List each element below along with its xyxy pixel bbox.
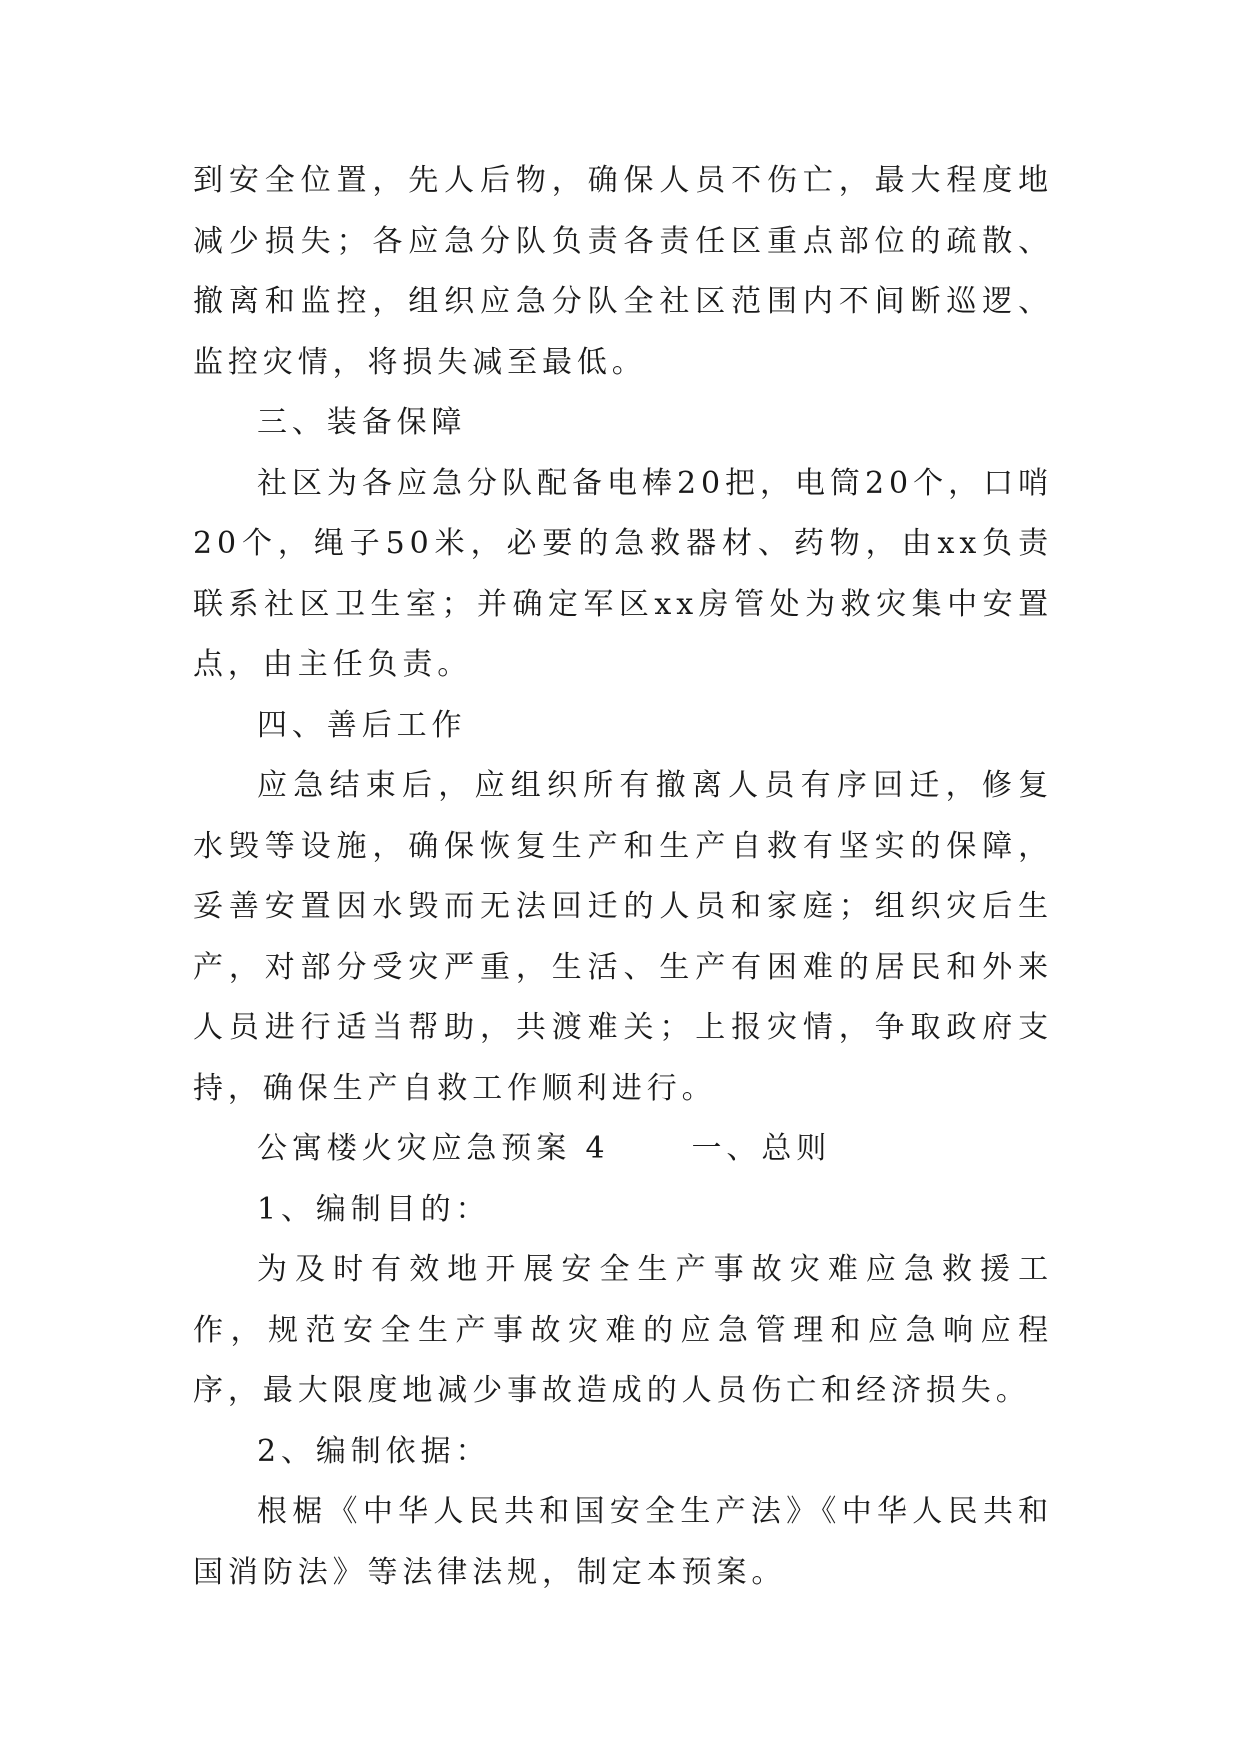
paragraph-equipment: 社区为各应急分队配备电棒20把，电筒20个，口哨20个，绳子50米，必要的急救器材、药物，由xx负责联系社区卫生室；并确定军区xx房管处为救灾集中安置点，由主任负责。 [193, 465, 1053, 682]
paragraph-aftermath: 应急结束后，应组织所有撤离人员有序回迁，修复水毁等设施，确保恢复生产和生产自救有坚实的保障，妥善安置因水毁而无法回迁的人员和家庭；组织灾后生产，对部分受灾严重，生活、生产有困难的居民和外来人员进行适当帮助，共渡难关；上报灾情，争取政府支持，确保生产自救工作顺利进行。 [193, 768, 1053, 1106]
paragraph-purpose: 为及时有效地开展安全生产事故灾难应急救援工作，规范安全生产事故灾难的应急管理和应急响应程序，最大限度地减少事故造成的人员伤亡和经济损失。 [193, 1252, 1053, 1408]
section-heading: 一、总则 [691, 1131, 832, 1166]
section-title-line [193, 1119, 1053, 1180]
heading-equipment-support: 三、装备保障 [257, 405, 467, 440]
document-body [193, 151, 1053, 1603]
heading-purpose: 1、编制目的： [257, 1191, 491, 1227]
paragraph-evacuation: 到安全位置，先人后物，确保人员不伤亡，最大程度地减少损失；各应急分队负责各责任区重点部位的疏散、撤离和监控，组织应急分队全社区范围内不间断巡逻、监控灾情，将损失减至最低。 [193, 163, 1053, 380]
heading-basis: 2、编制依据： [257, 1433, 491, 1469]
paragraph-basis: 根椐《中华人民共和国安全生产法》《中华人民共和国消防法》等法律法规，制定本预案。 [193, 1494, 1053, 1590]
section-title: 公寓楼火灾应急预案 4 [257, 1131, 610, 1166]
heading-aftermath-work: 四、善后工作 [257, 707, 467, 743]
